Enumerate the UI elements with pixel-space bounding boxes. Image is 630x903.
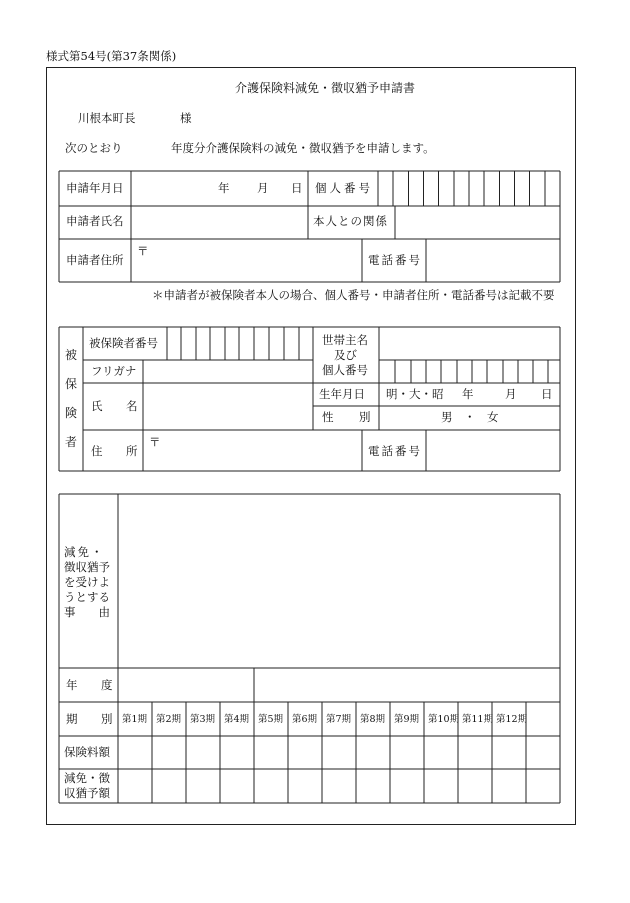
- honorific: 様: [180, 111, 192, 125]
- sex-label-2: 別: [359, 410, 371, 424]
- applicant-name-label: 申請者氏名: [66, 214, 124, 228]
- period-label: 第5期: [258, 714, 284, 725]
- insured-postal-mark: 〒: [149, 435, 161, 449]
- period-label-1: 期: [66, 712, 78, 726]
- intro-prefix: 次のとおり: [65, 141, 123, 155]
- reason-label-line-5: 事 由: [64, 605, 110, 619]
- month-label: 月: [257, 181, 269, 195]
- period-label: 第1期: [122, 714, 148, 725]
- sex-options: 男 ・ 女: [441, 410, 499, 424]
- applicant-note: ＊申請者が被保険者本人の場合、個人番号・申請者住所・電話番号は記載不要: [152, 288, 555, 302]
- sex-label-1: 性: [322, 410, 334, 424]
- insured-name-label-2: 名: [126, 399, 138, 413]
- postal-mark: 〒: [137, 244, 149, 258]
- insured-number-label: 被保険者番号: [89, 336, 158, 350]
- intro-text: 年度分介護保険料の減免・徴収猶予を申請します。: [171, 141, 435, 155]
- era-options: 明・大・昭: [386, 387, 444, 401]
- form-number: 様式第54号(第37条関係): [46, 49, 177, 63]
- reduction-label-2: 収猶予額: [64, 786, 110, 800]
- period-label: 第2期: [156, 714, 182, 725]
- insured-name-label-1: 氏: [91, 399, 103, 413]
- fiscal-year-label-1: 年: [66, 678, 78, 692]
- reason-label-line-4: うとする: [64, 590, 110, 604]
- period-label: 第11期: [462, 714, 494, 725]
- relation-label: 本人との関係: [313, 214, 388, 228]
- reason-label-line-3: を受けよ: [64, 575, 110, 589]
- personal-number-label: 個人番号: [315, 181, 373, 195]
- insured-section-char-2: 保: [65, 377, 78, 391]
- period-label: 第10期: [428, 714, 460, 725]
- insured-address-label-2: 所: [126, 444, 138, 458]
- phone-label: 電話番号: [368, 253, 422, 267]
- birth-month-label: 月: [505, 387, 517, 401]
- applicant-address-label: 申請者住所: [66, 253, 124, 267]
- reason-label-line-2: 徴収猶予: [64, 560, 110, 574]
- reason-label-line-1: 減免・: [64, 545, 105, 559]
- form-title: 介護保険料減免・徴収猶予申請書: [235, 81, 416, 95]
- year-label: 年: [218, 181, 230, 195]
- period-label: 第8期: [360, 714, 386, 725]
- reduction-label-1: 減免・徴: [64, 771, 110, 785]
- insured-phone-label: 電話番号: [368, 444, 422, 458]
- insured-address-label-1: 住: [91, 444, 103, 458]
- household-head-label-2: 及び: [334, 348, 357, 362]
- period-label: 第9期: [394, 714, 420, 725]
- birth-year-label: 年: [462, 387, 474, 401]
- addressee: 川根本町長: [78, 111, 136, 125]
- day-label: 日: [291, 181, 303, 195]
- insured-section-char-1: 被: [65, 348, 78, 362]
- application-date-label: 申請年月日: [66, 181, 124, 195]
- birth-date-label: 生年月日: [319, 387, 365, 401]
- household-head-label-3: 個人番号: [322, 363, 368, 377]
- household-head-label-1: 世帯主名: [322, 333, 368, 347]
- period-label: 第4期: [224, 714, 250, 725]
- insured-section-char-4: 者: [65, 435, 78, 449]
- period-label: 第6期: [292, 714, 318, 725]
- period-label-2: 別: [101, 712, 113, 726]
- period-label: 第3期: [190, 714, 216, 725]
- birth-day-label: 日: [541, 387, 553, 401]
- period-label: 第7期: [326, 714, 352, 725]
- insured-section-char-3: 険: [65, 406, 78, 420]
- furigana-label: フリガナ: [91, 364, 137, 378]
- premium-label: 保険料額: [64, 745, 110, 759]
- period-label: 第12期: [496, 714, 528, 725]
- fiscal-year-label-2: 度: [101, 678, 113, 692]
